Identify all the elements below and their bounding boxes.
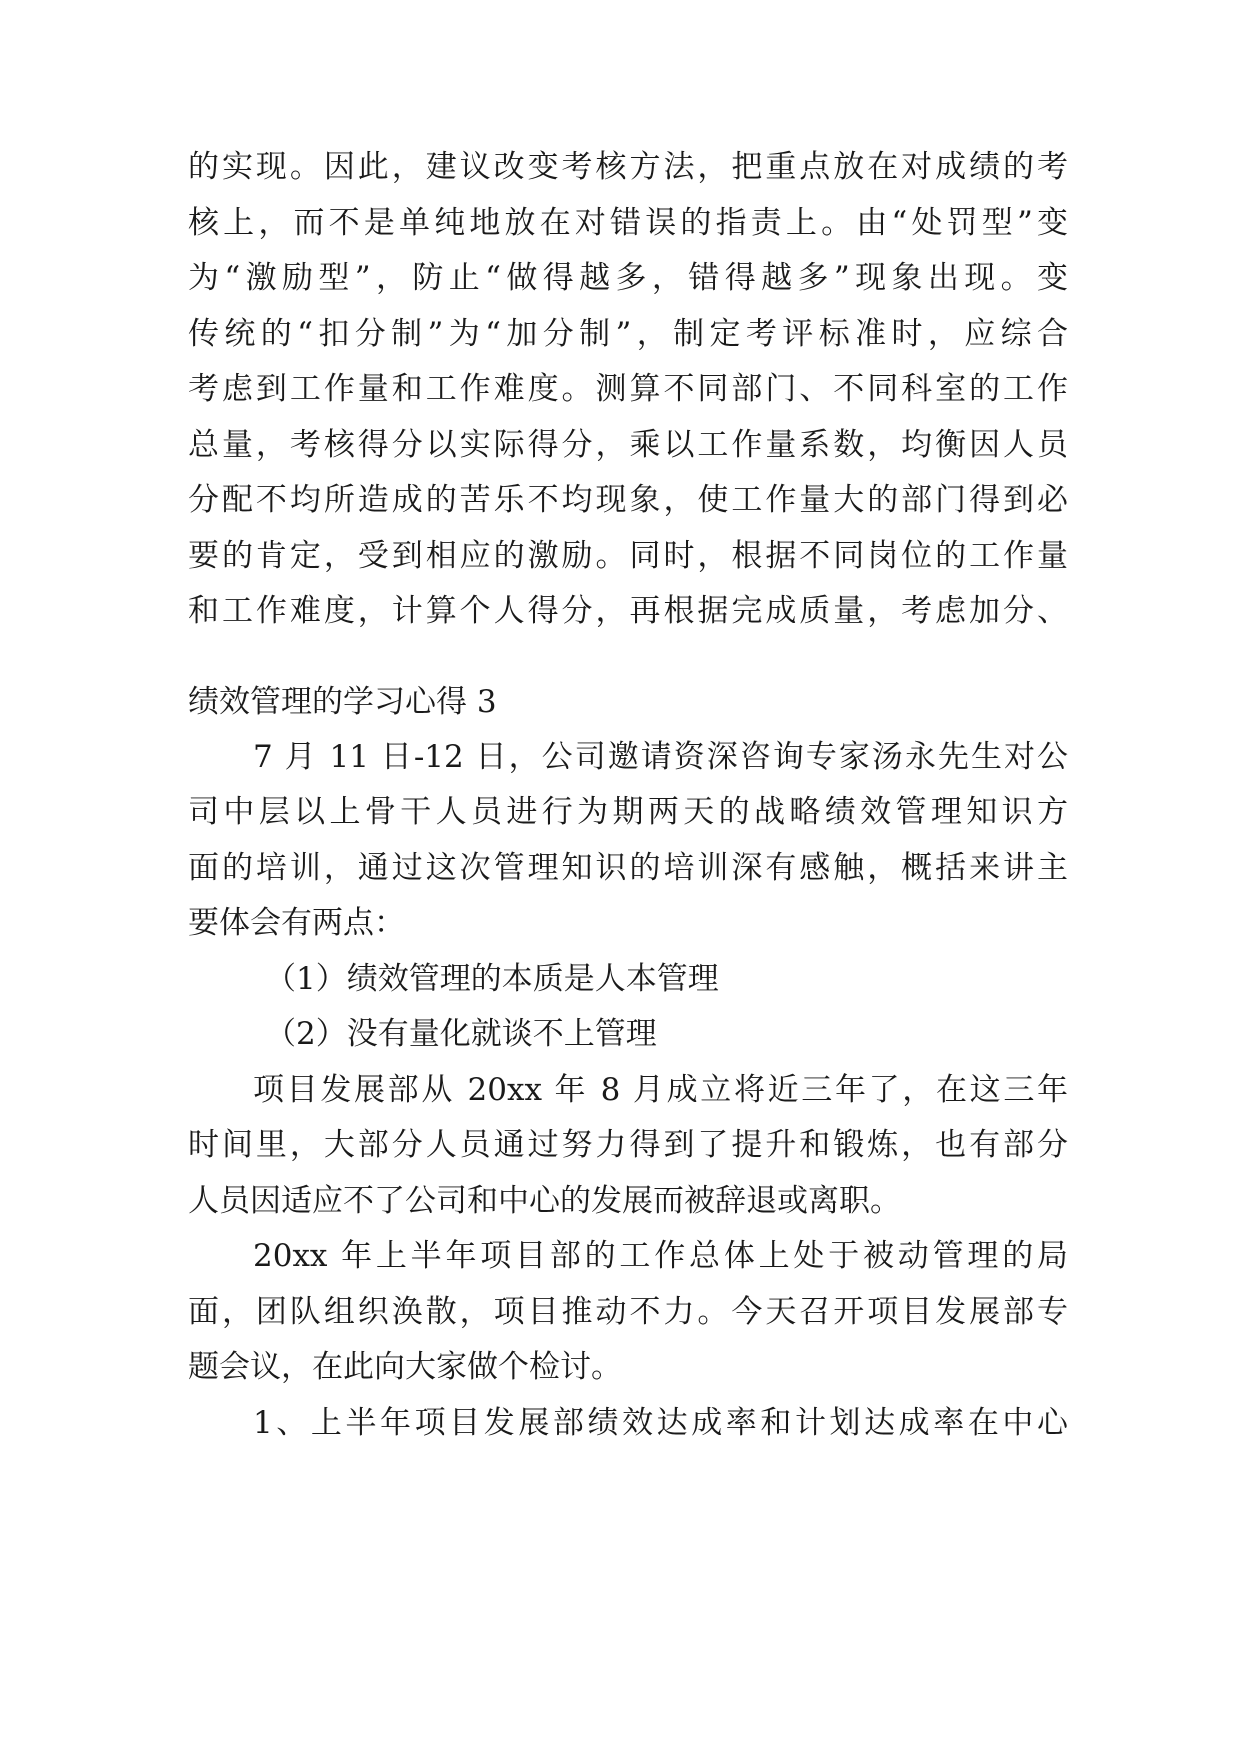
paragraph-line: 要的肯定，受到相应的激励。同时，根据不同岗位的工作量: [188, 538, 1068, 574]
paragraph-line: 20xx 年上半年项目部的工作总体上处于被动管理的局: [253, 1238, 1068, 1274]
paragraph-line: 和工作难度，计算个人得分，再根据完成质量，考虑加分、: [188, 593, 1068, 629]
paragraph-line: 1、上半年项目发展部绩效达成率和计划达成率在中心: [253, 1405, 1068, 1441]
section-title: 绩效管理的学习心得 3: [188, 684, 497, 720]
paragraph-line: 考虑到工作量和工作难度。测算不同部门、不同科室的工作: [188, 371, 1068, 407]
paragraph-line: 核上，而不是单纯地放在对错误的指责上。由“处罚型”变: [188, 205, 1068, 241]
paragraph-line: 的实现。因此，建议改变考核方法，把重点放在对成绩的考: [188, 149, 1068, 185]
list-item: （1）绩效管理的本质是人本管理: [265, 961, 719, 997]
paragraph-line: 司中层以上骨干人员进行为期两天的战略绩效管理知识方: [188, 794, 1068, 830]
paragraph-line: 时间里，大部分人员通过努力得到了提升和锻炼，也有部分: [188, 1127, 1068, 1163]
paragraph-line: 项目发展部从 20xx 年 8 月成立将近三年了，在这三年: [253, 1072, 1068, 1108]
paragraph-line: 分配不均所造成的苦乐不均现象，使工作量大的部门得到必: [188, 482, 1068, 518]
paragraph-line: 7 月 11 日-12 日，公司邀请资深咨询专家汤永先生对公: [253, 739, 1068, 775]
paragraph-line: 总量，考核得分以实际得分，乘以工作量系数，均衡因人员: [188, 427, 1068, 463]
paragraph-line: 人员因适应不了公司和中心的发展而被辞退或离职。: [188, 1183, 901, 1219]
list-item: （2）没有量化就谈不上管理: [265, 1016, 657, 1052]
paragraph-line: 要体会有两点：: [188, 905, 405, 941]
paragraph-line: 题会议，在此向大家做个检讨。: [188, 1349, 622, 1385]
paragraph-line: 为“激励型”，防止“做得越多，错得越多”现象出现。变: [188, 260, 1068, 296]
paragraph-line: 面的培训，通过这次管理知识的培训深有感触，概括来讲主: [188, 850, 1068, 886]
paragraph-line: 传统的“扣分制”为“加分制”，制定考评标准时，应综合: [188, 316, 1068, 352]
paragraph-line: 面，团队组织涣散，项目推动不力。今天召开项目发展部专: [188, 1294, 1068, 1330]
